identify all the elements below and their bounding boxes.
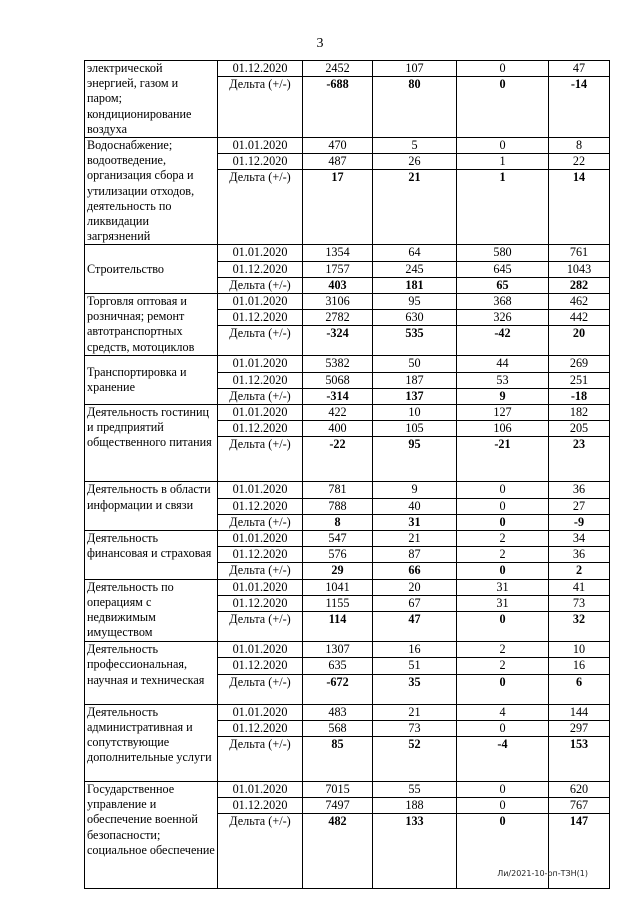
value-cell: -4 — [457, 736, 549, 781]
period-cell: 01.01.2020 — [218, 482, 303, 498]
value-cell: 133 — [373, 814, 457, 889]
value-cell: 205 — [549, 421, 610, 437]
value-cell: -9 — [549, 514, 610, 530]
value-cell: 47 — [549, 61, 610, 77]
period-cell: Дельта (+/-) — [218, 77, 303, 138]
value-cell: 547 — [303, 531, 373, 547]
value-cell: 7497 — [303, 798, 373, 814]
value-cell: 181 — [373, 277, 457, 293]
value-cell: 36 — [549, 482, 610, 498]
value-cell: 106 — [457, 421, 549, 437]
value-cell: 0 — [457, 77, 549, 138]
value-cell: 147 — [549, 814, 610, 889]
value-cell: -324 — [303, 326, 373, 356]
value-cell: 6 — [549, 674, 610, 704]
value-cell: 269 — [549, 356, 610, 372]
table-row — [85, 405, 610, 421]
table-row — [85, 642, 610, 658]
value-cell: 10 — [373, 405, 457, 421]
value-cell: 470 — [303, 138, 373, 154]
value-cell: 576 — [303, 547, 373, 563]
period-cell: Дельта (+/-) — [218, 437, 303, 482]
table-row — [85, 704, 610, 720]
value-cell: 4 — [457, 704, 549, 720]
value-cell: 9 — [373, 482, 457, 498]
table-row — [85, 579, 610, 595]
period-cell: 01.12.2020 — [218, 261, 303, 277]
value-cell: 17 — [303, 170, 373, 245]
value-cell: -42 — [457, 326, 549, 356]
page-number: 3 — [316, 36, 324, 51]
value-cell: 127 — [457, 405, 549, 421]
period-cell: 01.12.2020 — [218, 61, 303, 77]
value-cell: 16 — [549, 658, 610, 674]
activity-name-cell: электрической энергией, газом и паром; кондиционирование воздуха — [85, 61, 218, 138]
value-cell: 182 — [549, 405, 610, 421]
value-cell: 5 — [373, 138, 457, 154]
activity-name-cell: Государственное управление и обеспечение военной безопасности; социальное обеспечение — [85, 781, 218, 888]
value-cell: 568 — [303, 720, 373, 736]
value-cell: 282 — [549, 277, 610, 293]
value-cell: -688 — [303, 77, 373, 138]
activity-name-cell: Торговля оптовая и розничная; ремонт автотранспортных средств, мотоциклов — [85, 294, 218, 356]
value-cell: 20 — [373, 579, 457, 595]
value-cell: 788 — [303, 498, 373, 514]
value-cell: 7015 — [303, 781, 373, 797]
value-cell: 483 — [303, 704, 373, 720]
period-cell: 01.12.2020 — [218, 154, 303, 170]
value-cell: 2 — [549, 563, 610, 579]
value-cell: 144 — [549, 704, 610, 720]
value-cell: 422 — [303, 405, 373, 421]
value-cell: 66 — [373, 563, 457, 579]
value-cell: 187 — [373, 372, 457, 388]
activity-name-cell: Деятельность административная и сопутствующие дополнительные услуги — [85, 704, 218, 781]
value-cell: -14 — [549, 77, 610, 138]
activity-name-cell: Транспортировка и хранение — [85, 356, 218, 405]
value-cell: 297 — [549, 720, 610, 736]
value-cell: 16 — [373, 642, 457, 658]
value-cell: 35 — [373, 674, 457, 704]
value-cell: 251 — [549, 372, 610, 388]
period-cell: 01.12.2020 — [218, 372, 303, 388]
value-cell: 36 — [549, 547, 610, 563]
value-cell: 1155 — [303, 595, 373, 611]
value-cell: 462 — [549, 294, 610, 310]
value-cell: 580 — [457, 245, 549, 261]
value-cell: 245 — [373, 261, 457, 277]
value-cell: 53 — [457, 372, 549, 388]
period-cell: Дельта (+/-) — [218, 277, 303, 293]
value-cell: 55 — [373, 781, 457, 797]
value-cell: 10 — [549, 642, 610, 658]
value-cell: 781 — [303, 482, 373, 498]
value-cell: 153 — [549, 736, 610, 781]
value-cell: 0 — [457, 720, 549, 736]
value-cell: 442 — [549, 310, 610, 326]
activity-name-cell: Деятельность по операциям с недвижимым имуществом — [85, 579, 218, 641]
value-cell: 34 — [549, 531, 610, 547]
value-cell: 326 — [457, 310, 549, 326]
period-cell: 01.12.2020 — [218, 421, 303, 437]
value-cell: 137 — [373, 388, 457, 404]
value-cell: 14 — [549, 170, 610, 245]
value-cell: 3106 — [303, 294, 373, 310]
period-cell: 01.12.2020 — [218, 310, 303, 326]
table-body — [85, 61, 610, 889]
activity-name-cell: Строительство — [85, 245, 218, 294]
value-cell: -672 — [303, 674, 373, 704]
activity-name-cell: Водоснабжение; водоотведение, организация сбора и утилизации отходов, деятельность по ликвидации загрязнений — [85, 138, 218, 245]
value-cell: 114 — [303, 612, 373, 642]
period-cell: Дельта (+/-) — [218, 388, 303, 404]
value-cell: 0 — [457, 563, 549, 579]
value-cell: 51 — [373, 658, 457, 674]
value-cell: 26 — [373, 154, 457, 170]
value-cell: 31 — [457, 595, 549, 611]
table-row — [85, 138, 610, 154]
value-cell: 1757 — [303, 261, 373, 277]
value-cell: 761 — [549, 245, 610, 261]
activity-name-cell: Деятельность финансовая и страховая — [85, 531, 218, 580]
value-cell: 95 — [373, 437, 457, 482]
value-cell: -314 — [303, 388, 373, 404]
period-cell: Дельта (+/-) — [218, 326, 303, 356]
period-cell: 01.01.2020 — [218, 704, 303, 720]
value-cell: 105 — [373, 421, 457, 437]
period-cell: 01.01.2020 — [218, 245, 303, 261]
value-cell: 5068 — [303, 372, 373, 388]
period-cell: Дельта (+/-) — [218, 170, 303, 245]
value-cell: 64 — [373, 245, 457, 261]
value-cell: 2 — [457, 642, 549, 658]
value-cell: 535 — [373, 326, 457, 356]
value-cell: -21 — [457, 437, 549, 482]
period-cell: Дельта (+/-) — [218, 612, 303, 642]
value-cell: 0 — [457, 138, 549, 154]
value-cell: 85 — [303, 736, 373, 781]
table-row — [85, 294, 610, 310]
value-cell: 188 — [373, 798, 457, 814]
value-cell: -18 — [549, 388, 610, 404]
period-cell: 01.01.2020 — [218, 138, 303, 154]
value-cell: 31 — [373, 514, 457, 530]
value-cell: 29 — [303, 563, 373, 579]
table-row — [85, 482, 610, 498]
value-cell: 0 — [457, 61, 549, 77]
period-cell: Дельта (+/-) — [218, 674, 303, 704]
value-cell: 8 — [549, 138, 610, 154]
period-cell: 01.12.2020 — [218, 595, 303, 611]
value-cell: 2 — [457, 658, 549, 674]
value-cell: 27 — [549, 498, 610, 514]
value-cell: 44 — [457, 356, 549, 372]
value-cell: 400 — [303, 421, 373, 437]
value-cell: 107 — [373, 61, 457, 77]
value-cell: 95 — [373, 294, 457, 310]
value-cell: 22 — [549, 154, 610, 170]
value-cell: 0 — [457, 798, 549, 814]
value-cell: 1307 — [303, 642, 373, 658]
table-row — [85, 245, 610, 261]
value-cell: 0 — [457, 514, 549, 530]
period-cell: 01.01.2020 — [218, 531, 303, 547]
value-cell: 0 — [457, 814, 549, 889]
value-cell: 487 — [303, 154, 373, 170]
value-cell: 87 — [373, 547, 457, 563]
value-cell: 20 — [549, 326, 610, 356]
value-cell: 65 — [457, 277, 549, 293]
period-cell: 01.01.2020 — [218, 642, 303, 658]
value-cell: 403 — [303, 277, 373, 293]
value-cell: 635 — [303, 658, 373, 674]
value-cell: 52 — [373, 736, 457, 781]
period-cell: 01.12.2020 — [218, 498, 303, 514]
period-cell: 01.01.2020 — [218, 294, 303, 310]
period-cell: 01.01.2020 — [218, 356, 303, 372]
value-cell: 2782 — [303, 310, 373, 326]
value-cell: 2 — [457, 547, 549, 563]
value-cell: 0 — [457, 482, 549, 498]
table-row — [85, 781, 610, 797]
value-cell: 80 — [373, 77, 457, 138]
value-cell: 73 — [549, 595, 610, 611]
value-cell: 67 — [373, 595, 457, 611]
activity-name-cell: Деятельность гостиниц и предприятий общественного питания — [85, 405, 218, 482]
value-cell: 5382 — [303, 356, 373, 372]
period-cell: 01.01.2020 — [218, 579, 303, 595]
period-cell: 01.01.2020 — [218, 781, 303, 797]
value-cell: 9 — [457, 388, 549, 404]
activity-name-cell: Деятельность профессиональная, научная и техническая — [85, 642, 218, 704]
value-cell: 47 — [373, 612, 457, 642]
period-cell: Дельта (+/-) — [218, 736, 303, 781]
value-cell: 620 — [549, 781, 610, 797]
table-row — [85, 61, 610, 77]
value-cell: 1354 — [303, 245, 373, 261]
value-cell: 368 — [457, 294, 549, 310]
value-cell: 73 — [373, 720, 457, 736]
activity-name-cell: Деятельность в области информации и связи — [85, 482, 218, 531]
value-cell: 1 — [457, 154, 549, 170]
value-cell: 8 — [303, 514, 373, 530]
value-cell: 0 — [457, 781, 549, 797]
period-cell: 01.01.2020 — [218, 405, 303, 421]
value-cell: 645 — [457, 261, 549, 277]
value-cell: 41 — [549, 579, 610, 595]
period-cell: 01.12.2020 — [218, 798, 303, 814]
period-cell: 01.12.2020 — [218, 720, 303, 736]
value-cell: -22 — [303, 437, 373, 482]
table-row — [85, 531, 610, 547]
value-cell: 482 — [303, 814, 373, 889]
value-cell: 32 — [549, 612, 610, 642]
value-cell: 0 — [457, 674, 549, 704]
document-code: Ли/2021-10-рп-ТЗН(1) — [497, 869, 588, 878]
period-cell: 01.12.2020 — [218, 547, 303, 563]
value-cell: 2452 — [303, 61, 373, 77]
value-cell: 40 — [373, 498, 457, 514]
value-cell: 1 — [457, 170, 549, 245]
period-cell: Дельта (+/-) — [218, 814, 303, 889]
statistics-table — [84, 60, 610, 889]
value-cell: 2 — [457, 531, 549, 547]
value-cell: 21 — [373, 531, 457, 547]
value-cell: 21 — [373, 170, 457, 245]
table-row — [85, 356, 610, 372]
period-cell: Дельта (+/-) — [218, 563, 303, 579]
value-cell: 50 — [373, 356, 457, 372]
value-cell: 767 — [549, 798, 610, 814]
value-cell: 0 — [457, 498, 549, 514]
value-cell: 21 — [373, 704, 457, 720]
value-cell: 0 — [457, 612, 549, 642]
value-cell: 630 — [373, 310, 457, 326]
value-cell: 23 — [549, 437, 610, 482]
period-cell: 01.12.2020 — [218, 658, 303, 674]
value-cell: 31 — [457, 579, 549, 595]
value-cell: 1043 — [549, 261, 610, 277]
value-cell: 1041 — [303, 579, 373, 595]
period-cell: Дельта (+/-) — [218, 514, 303, 530]
